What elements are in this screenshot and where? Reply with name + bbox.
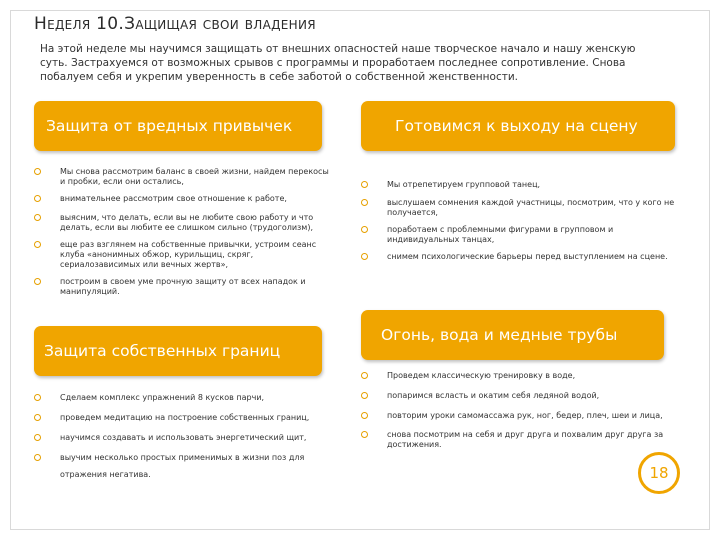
list-item: проведем медитацию на построение собственных границ, xyxy=(34,413,334,423)
bullet-icon xyxy=(34,241,41,248)
list-item: еще раз взглянем на собственные привычки, устроим сеанс клуба «анонимных обжор, курильщиц, скряг, сериалозависимых или вечных жертв», xyxy=(34,240,334,270)
banner-stage xyxy=(361,101,675,151)
list-item: построим в своем уме прочную защиту от всех нападок и манипуляций. xyxy=(34,277,334,297)
habits-list xyxy=(34,167,334,297)
list-item: Мы снова рассмотрим баланс в своей жизни, найдем перекосы и пробки, если они остались, xyxy=(34,167,334,187)
bullet-icon xyxy=(34,278,41,285)
bullet-icon xyxy=(361,181,368,188)
bullet-icon xyxy=(361,199,368,206)
intro-paragraph: На этой неделе мы научимся защищать от внешних опасностей наше творческое начало и нашу женскую суть. Застрахуемся от возможных срывов с программы и проработаем последнее сопротивление. Снова побалуем себя и укрепим уверенность в себе заботой о собственной женственности. xyxy=(40,43,636,83)
list-item: внимательнее рассмотрим свое отношение к работе, xyxy=(34,194,334,204)
list-item: снова посмотрим на себя и друг друга и похвалим друг друга за достижения. xyxy=(361,430,677,450)
bullet-icon xyxy=(34,168,41,175)
bullet-icon xyxy=(34,195,41,202)
boundaries-list xyxy=(34,393,334,480)
banner-habits-title: Защита от вредных привычек xyxy=(46,117,293,135)
trials-list xyxy=(361,371,677,450)
list-item: выучим несколько простых применимых в жизни поз для xyxy=(34,453,334,463)
list-item: Сделаем комплекс упражнений 8 кусков парчи, xyxy=(34,393,334,403)
banner-stage-title: Готовимся к выходу на сцену xyxy=(395,117,638,135)
list-item: повторим уроки самомассажа рук, ног, бедер, плеч, шеи и лица, xyxy=(361,411,677,421)
list-item: выясним, что делать, если вы не любите свою работу и что делать, если вы любите ее слишком сильно (трудоголизм), xyxy=(34,213,334,233)
list-item: снимем психологические барьеры перед выступлением на сцене. xyxy=(361,252,677,262)
bullet-icon xyxy=(34,434,41,441)
list-item: Проведем классическую тренировку в воде, xyxy=(361,371,677,381)
bullet-icon xyxy=(361,431,368,438)
stage-list xyxy=(361,180,677,262)
bullet-icon xyxy=(34,414,41,421)
list-item: Мы отрепетируем групповой танец, xyxy=(361,180,677,190)
bullet-icon xyxy=(361,253,368,260)
list-item: поработаем с проблемными фигурами в групповом и индивидуальных танцах, xyxy=(361,225,677,245)
list-item: попаримся всласть и окатим себя ледяной водой, xyxy=(361,391,677,401)
bullet-icon xyxy=(34,394,41,401)
banner-trials-title: Огонь, вода и медные трубы xyxy=(381,326,618,344)
banner-habits xyxy=(34,101,322,151)
bullet-icon xyxy=(361,412,368,419)
page-title: Неделя 10.Защищая свои владения xyxy=(34,14,316,34)
bullet-icon xyxy=(361,372,368,379)
banner-boundaries-title: Защита собственных границ xyxy=(44,342,281,360)
bullet-icon xyxy=(361,226,368,233)
bullet-icon xyxy=(34,454,41,461)
bullet-icon xyxy=(361,392,368,399)
list-item: выслушаем сомнения каждой участницы, посмотрим, что у кого не получается, xyxy=(361,198,677,218)
list-item: научимся создавать и использовать энергетический щит, xyxy=(34,433,334,443)
banner-trials xyxy=(361,310,664,360)
bullet-icon xyxy=(34,214,41,221)
page-number-badge: 18 xyxy=(638,452,680,494)
banner-boundaries xyxy=(34,326,322,376)
list-item-continuation: отражения негатива. xyxy=(60,470,151,479)
